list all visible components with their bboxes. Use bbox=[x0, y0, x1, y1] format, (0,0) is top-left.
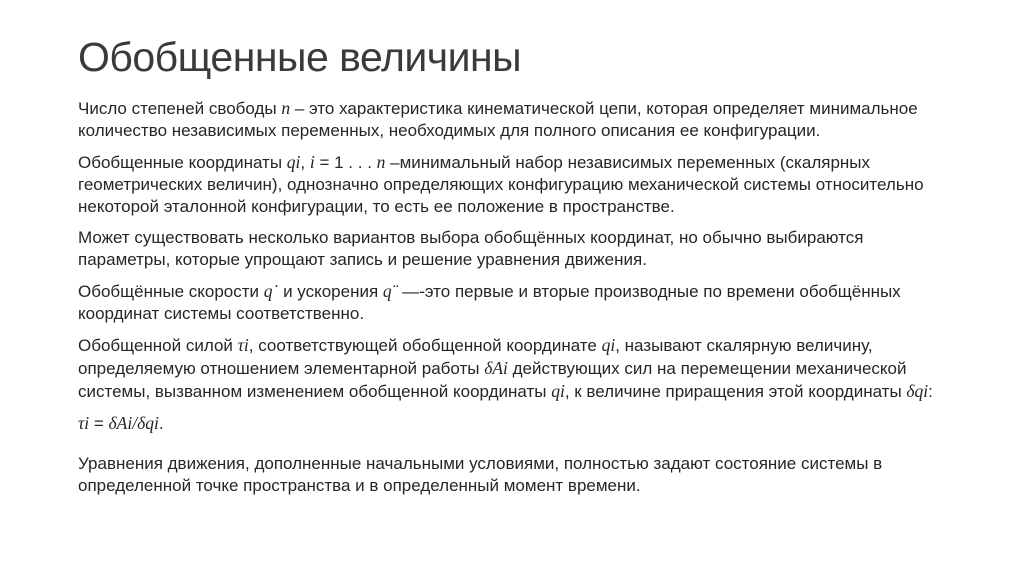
text-run: –минимальный набор независимых переменных (скалярных геометрических величин), однозначно определяющих конфигурацию механической системы относительно некоторой эталонной конфигурации, то есть ее положение в пространстве. bbox=[78, 153, 924, 217]
text-run: Уравнения движения, дополненные начальными условиями, полностью задают состояние системы в определенной точке пространства и в определенный момент времени. bbox=[78, 454, 883, 496]
text-run: = 1 . . . bbox=[314, 153, 377, 173]
paragraph-coordinate-choice bbox=[78, 227, 946, 271]
math-symbol: δAi bbox=[484, 358, 508, 379]
math-symbol: q¨ bbox=[382, 281, 398, 302]
math-symbol: τi bbox=[78, 413, 90, 434]
slide-title: Обобщенные величины bbox=[78, 34, 522, 80]
paragraph-force-formula bbox=[78, 412, 946, 435]
math-symbol: qi bbox=[286, 152, 301, 173]
paragraph-degrees-of-freedom bbox=[78, 97, 946, 142]
text-run: Обобщенные координаты bbox=[78, 153, 287, 173]
math-symbol: n bbox=[281, 98, 291, 119]
paragraph-generalized-coordinates bbox=[78, 151, 946, 218]
math-symbol: i bbox=[309, 152, 315, 173]
text-run: —-это первые и вторые производные по времени обобщённых координат системы соответственно. bbox=[78, 282, 901, 324]
math-symbol: n bbox=[376, 152, 386, 173]
paragraph-velocities-accelerations bbox=[78, 280, 946, 325]
text-run: – это характеристика кинематической цепи, которая определяет минимальное количество независимых переменных, необходимых для полного описания ее конфигурации. bbox=[78, 99, 918, 141]
text-run: Обобщенной силой bbox=[78, 336, 238, 356]
text-run: = bbox=[89, 414, 109, 434]
text-run: Может существовать несколько вариантов выбора обобщённых координат, но обычно выбираются параметры, которые упрощают запись и решение уравнения движения. bbox=[78, 228, 864, 270]
text-run: , bbox=[300, 153, 310, 173]
math-symbol: δqi bbox=[906, 381, 929, 402]
math-symbol: δAi/δqi bbox=[108, 413, 159, 434]
text-run: Обобщённые скорости bbox=[78, 282, 264, 302]
text-run: , к величине приращения этой координаты bbox=[564, 382, 907, 402]
text-run: : bbox=[928, 382, 933, 402]
slide-body bbox=[78, 97, 946, 497]
text-run: , называют скалярную величину, определяемую отношением элементарной работы bbox=[78, 336, 873, 379]
math-symbol: q˙ bbox=[263, 281, 279, 302]
math-symbol: τi bbox=[237, 335, 249, 356]
math-symbol: qi bbox=[601, 335, 616, 356]
math-symbol: qi bbox=[551, 381, 565, 402]
text-run: действующих сил на перемещении механической системы, вызванном изменением обобщенной координаты bbox=[78, 359, 907, 402]
paragraph-generalized-force bbox=[78, 334, 946, 403]
text-run: , соответствующей обобщенной координате bbox=[248, 336, 602, 356]
text-run: и ускорения bbox=[278, 282, 383, 302]
paragraph-equations-of-motion bbox=[78, 453, 946, 497]
text-run: . bbox=[158, 414, 164, 434]
text-run: Число степеней свободы bbox=[78, 99, 282, 119]
